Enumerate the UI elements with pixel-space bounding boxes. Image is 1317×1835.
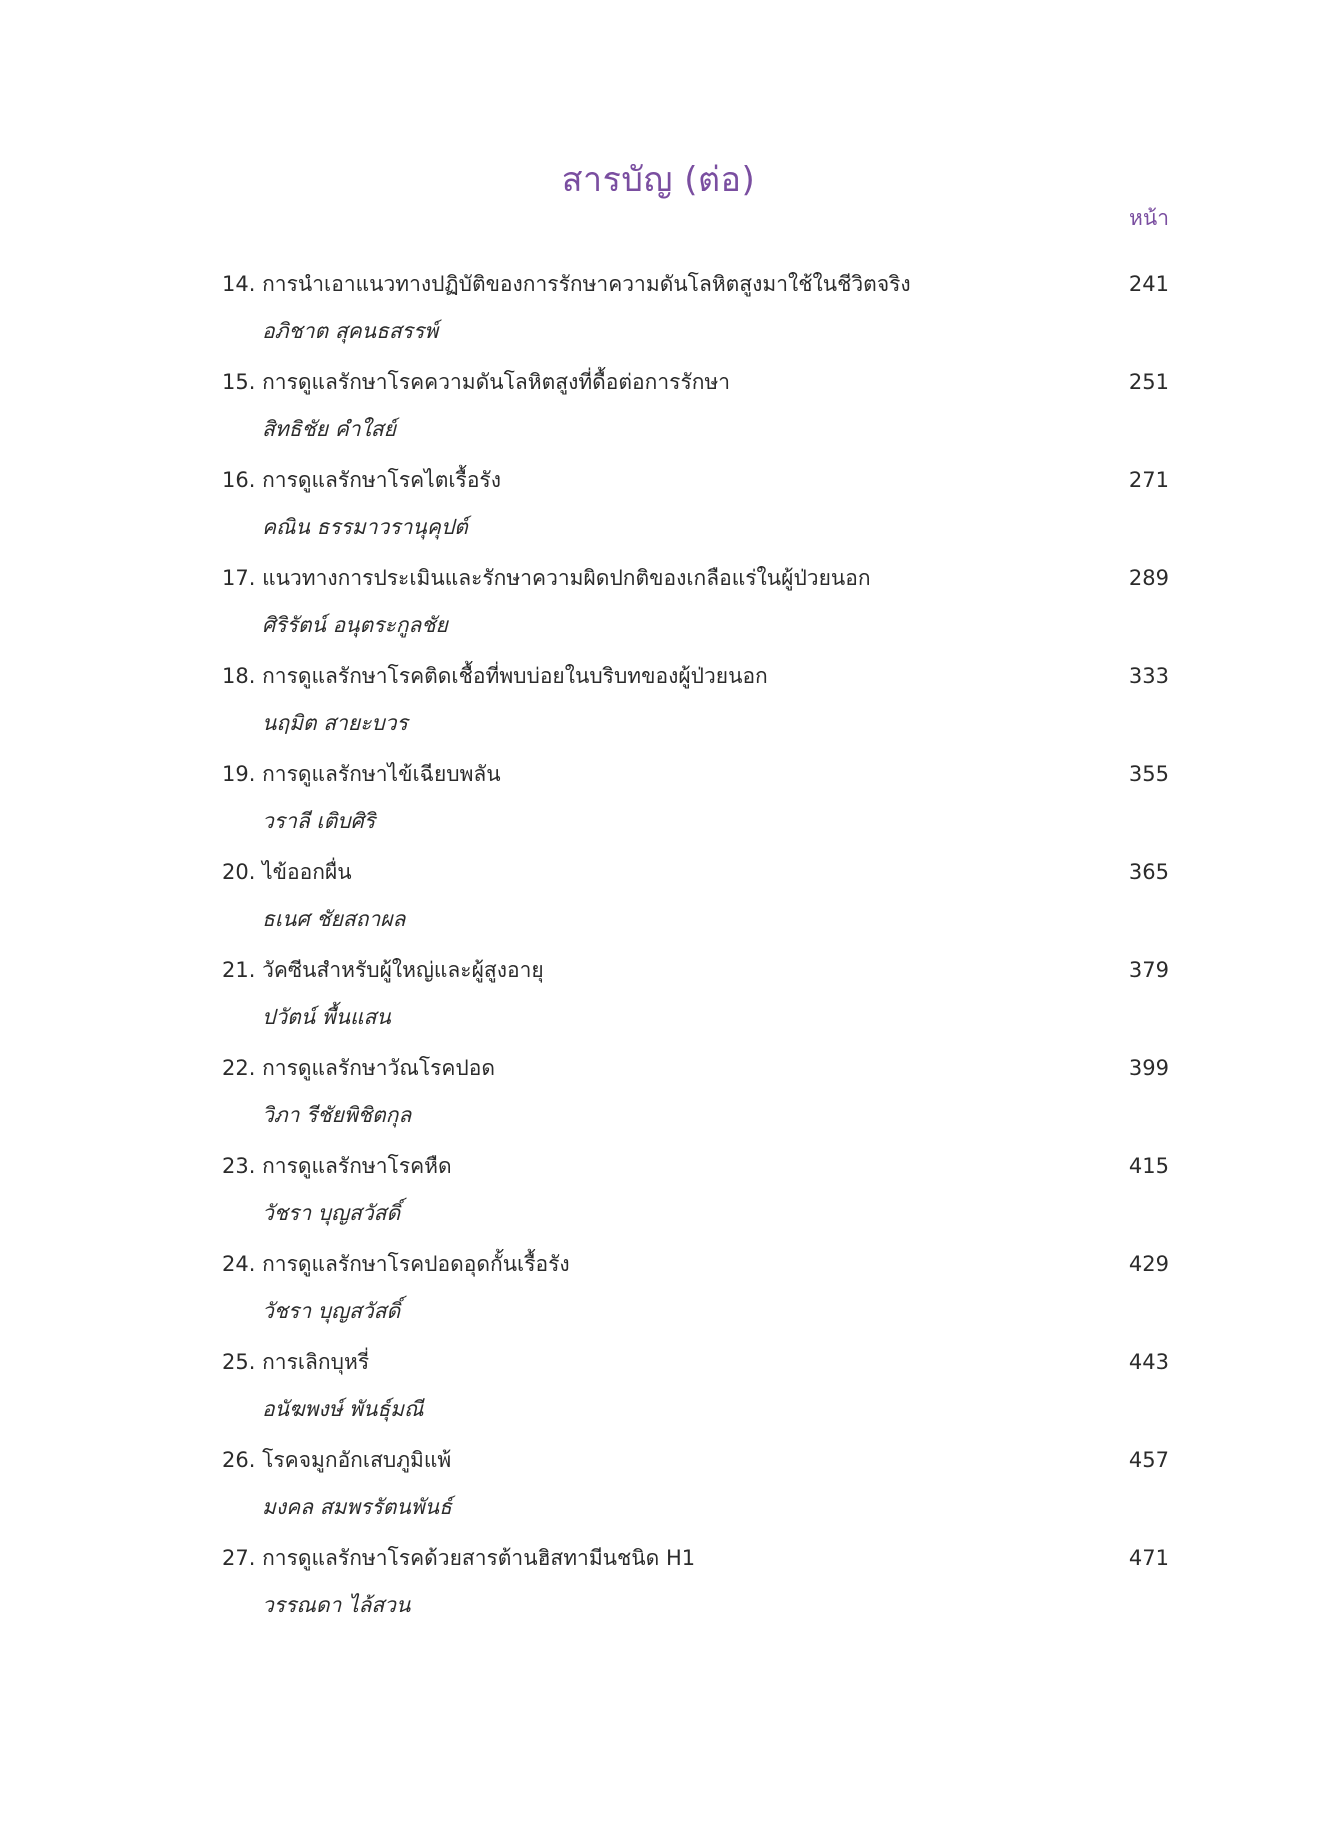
toc-entry-title[interactable] bbox=[222, 366, 730, 399]
toc-entry-author: วรรณดา ไล้สวน bbox=[262, 1593, 411, 1617]
toc-entry bbox=[222, 1248, 1169, 1346]
toc-entry-title[interactable] bbox=[222, 268, 911, 301]
toc-entry-title-text: การดูแลรักษาโรคไตเรื้อรัง bbox=[262, 468, 501, 492]
toc-entry-line bbox=[222, 1248, 1169, 1290]
toc-entry-author: คณิน ธรรมาวรานุคุปต์ bbox=[262, 515, 468, 539]
toc-entry-title-text: วัคซีนสำหรับผู้ใหญ่และผู้สูงอายุ bbox=[262, 958, 544, 982]
toc-entry-number: 15. bbox=[222, 370, 256, 394]
toc-entry-page-number: 251 bbox=[1128, 370, 1169, 394]
toc-entry-page-number: 241 bbox=[1128, 272, 1169, 296]
toc-entry-author: ศิริรัตน์ อนุตระกูลชัย bbox=[262, 613, 448, 637]
toc-entry-line bbox=[222, 562, 1169, 604]
toc-entry bbox=[222, 366, 1169, 464]
toc-entry-line bbox=[222, 1444, 1169, 1486]
toc-entry bbox=[222, 1150, 1169, 1248]
toc-entry-author: ปวัตน์ พื้นแสน bbox=[262, 1005, 391, 1029]
toc-entry-number: 19. bbox=[222, 762, 256, 786]
toc-entry-page-number: 399 bbox=[1128, 1056, 1169, 1080]
toc-entry-title[interactable] bbox=[222, 1150, 452, 1183]
toc-entry-line bbox=[222, 1346, 1169, 1388]
toc-entry-number: 24. bbox=[222, 1252, 256, 1276]
toc-entry bbox=[222, 464, 1169, 562]
toc-entry-page-number: 365 bbox=[1128, 860, 1169, 884]
toc-entry-title-text: แนวทางการประเมินและรักษาความผิดปกติของเกลือแร่ในผู้ป่วยนอก bbox=[262, 566, 871, 590]
toc-entry-author: วัชรา บุญสวัสดิ์ bbox=[262, 1201, 401, 1225]
toc-entry-page-number: 429 bbox=[1128, 1252, 1169, 1276]
toc-entry-page-number: 355 bbox=[1128, 762, 1169, 786]
toc-entry-author: วัชรา บุญสวัสดิ์ bbox=[262, 1299, 401, 1323]
toc-entry-page-number: 443 bbox=[1128, 1350, 1169, 1374]
toc-entry bbox=[222, 954, 1169, 1052]
toc-entry-title-text: ไข้ออกผื่น bbox=[262, 860, 352, 884]
toc-entry-author: ธเนศ ชัยสถาผล bbox=[262, 907, 406, 931]
toc-entry-title-text: การดูแลรักษาไข้เฉียบพลัน bbox=[262, 762, 501, 786]
toc-entry-line bbox=[222, 464, 1169, 506]
toc-entry-author: วราลี เติบศิริ bbox=[262, 809, 376, 833]
toc-entry-title[interactable] bbox=[222, 954, 544, 987]
toc-entry-title-text: การเลิกบุหรี่ bbox=[262, 1350, 370, 1374]
toc-entry-title[interactable] bbox=[222, 1346, 369, 1379]
toc-entry-title[interactable] bbox=[222, 1444, 451, 1477]
toc-entry-title[interactable] bbox=[222, 464, 501, 497]
toc-entry-line bbox=[222, 268, 1169, 310]
toc-entry bbox=[222, 1542, 1169, 1640]
toc-entry-title-text: การนำเอาแนวทางปฏิบัติของการรักษาความดันโลหิตสูงมาใช้ในชีวิตจริง bbox=[262, 272, 911, 296]
toc-entry-line bbox=[222, 1150, 1169, 1192]
toc-entry-line bbox=[222, 856, 1169, 898]
toc-entry-line bbox=[222, 1052, 1169, 1094]
toc-entry-line bbox=[222, 366, 1169, 408]
toc-entry-title-text: การดูแลรักษาโรคหืด bbox=[262, 1154, 452, 1178]
toc-entry-title[interactable] bbox=[222, 1542, 695, 1575]
toc-entry-page-number: 415 bbox=[1128, 1154, 1169, 1178]
toc-entry-number: 22. bbox=[222, 1056, 256, 1080]
toc-entry-title-text: การดูแลรักษาโรคความดันโลหิตสูงที่ดื้อต่อการรักษา bbox=[262, 370, 731, 394]
toc-entry-line bbox=[222, 758, 1169, 800]
toc-entry bbox=[222, 1444, 1169, 1542]
toc-entry-number: 17. bbox=[222, 566, 256, 590]
toc-entry-page-number: 271 bbox=[1128, 468, 1169, 492]
toc-entry-number: 27. bbox=[222, 1546, 256, 1570]
toc-entry bbox=[222, 562, 1169, 660]
toc-entry-page-number: 471 bbox=[1128, 1546, 1169, 1570]
toc-entry-author: นฤมิต สายะบวร bbox=[262, 711, 408, 735]
toc-entry bbox=[222, 758, 1169, 856]
toc-entry-author: วิภา รีชัยพิชิตกุล bbox=[262, 1103, 412, 1127]
toc-entry-author: อนัฆพงษ์ พันธุ์มณี bbox=[262, 1397, 424, 1421]
toc-entry-page-number: 457 bbox=[1128, 1448, 1169, 1472]
toc-entry-title-text: การดูแลรักษาโรคปอดอุดกั้นเรื้อรัง bbox=[262, 1252, 570, 1276]
toc-list bbox=[222, 268, 1169, 1640]
toc-entry-number: 26. bbox=[222, 1448, 256, 1472]
toc-entry-line bbox=[222, 1542, 1169, 1584]
toc-entry-title[interactable] bbox=[222, 856, 352, 889]
toc-entry-line bbox=[222, 660, 1169, 702]
toc-entry bbox=[222, 856, 1169, 954]
toc-entry-title-text: การดูแลรักษาโรคด้วยสารต้านฮิสทามีนชนิด H1 bbox=[262, 1546, 696, 1570]
page-title: สารบัญ (ต่อ) bbox=[561, 160, 756, 200]
toc-entry-number: 23. bbox=[222, 1154, 256, 1178]
toc-entry-number: 14. bbox=[222, 272, 256, 296]
toc-entry bbox=[222, 660, 1169, 758]
toc-entry-number: 25. bbox=[222, 1350, 256, 1374]
toc-entry-title[interactable] bbox=[222, 758, 501, 791]
toc-entry-number: 18. bbox=[222, 664, 256, 688]
toc-entry-title[interactable] bbox=[222, 1248, 570, 1281]
toc-entry bbox=[222, 268, 1169, 366]
toc-entry-number: 20. bbox=[222, 860, 256, 884]
toc-entry-author: มงคล สมพรรัตนพันธ์ bbox=[262, 1495, 452, 1519]
toc-entry-page-number: 333 bbox=[1128, 664, 1169, 688]
toc-entry-number: 16. bbox=[222, 468, 256, 492]
toc-entry-page-number: 379 bbox=[1128, 958, 1169, 982]
toc-entry-page-number: 289 bbox=[1128, 566, 1169, 590]
toc-entry-line bbox=[222, 954, 1169, 996]
toc-entry bbox=[222, 1052, 1169, 1150]
toc-entry-author: อภิชาต สุคนธสรรพ์ bbox=[262, 319, 439, 343]
toc-entry-title-text: การดูแลรักษาวัณโรคปอด bbox=[262, 1056, 496, 1080]
toc-entry-title[interactable] bbox=[222, 562, 871, 595]
toc-entry-title-text: การดูแลรักษาโรคติดเชื้อที่พบบ่อยในบริบทของผู้ป่วยนอก bbox=[262, 664, 768, 688]
toc-entry-title-text: โรคจมูกอักเสบภูมิแพ้ bbox=[262, 1448, 452, 1472]
toc-entry bbox=[222, 1346, 1169, 1444]
toc-entry-title[interactable] bbox=[222, 660, 768, 693]
page-column-label: หน้า bbox=[1129, 206, 1169, 230]
toc-entry-number: 21. bbox=[222, 958, 256, 982]
toc-entry-author: สิทธิชัย คำใสย์ bbox=[262, 417, 396, 441]
toc-entry-title[interactable] bbox=[222, 1052, 495, 1085]
